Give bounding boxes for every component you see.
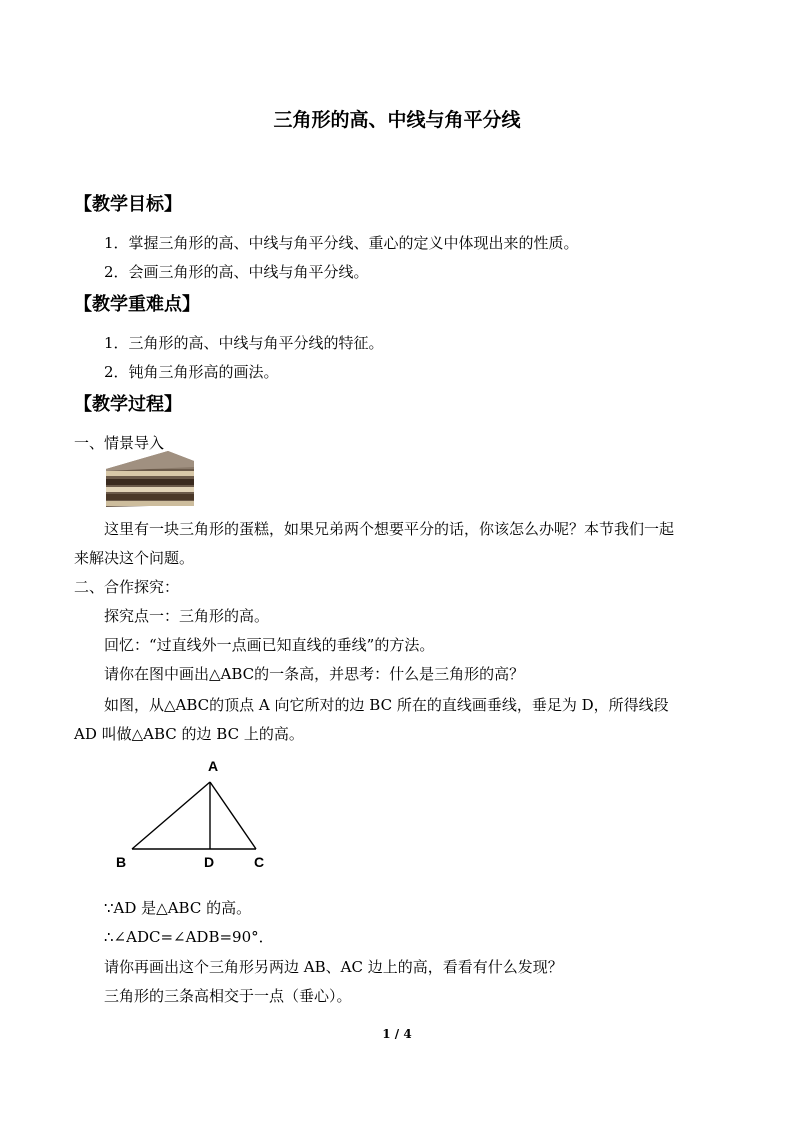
process-p5: ∵AD 是△ABC 的高。: [104, 899, 252, 917]
section-heading-goals: 【教学目标】: [74, 194, 182, 215]
process-p1: 探究点一：三角形的高。: [104, 607, 270, 625]
process-p4b: AD 叫做△ABC 的边 BC 上的高。: [74, 725, 304, 743]
key-point-item-2: 2．钝角三角形高的画法。: [104, 363, 279, 381]
process-part1-text-a: 这里有一块三角形的蛋糕，如果兄弟两个想要平分的话，你该怎么办呢？本节我们一起: [104, 520, 675, 538]
process-p3: 请你在图中画出△ABC的一条高，并思考：什么是三角形的高？: [104, 665, 525, 683]
vertex-label-b: B: [116, 854, 127, 870]
section-heading-key-points: 【教学重难点】: [74, 294, 200, 315]
goal-item-1: 1．掌握三角形的高、中线与角平分线、重心的定义中体现出来的性质。: [104, 234, 579, 252]
vertex-label-d: D: [204, 854, 215, 870]
page-number: 1 / 4: [382, 1027, 412, 1041]
process-p4a: 如图，从△ABC的顶点 A 向它所对的边 BC 所在的直线画垂线，垂足为 D，所得线段: [104, 696, 669, 714]
triangle-figure: [112, 753, 282, 873]
key-point-item-1: 1．三角形的高、中线与角平分线的特征。: [104, 334, 384, 352]
process-part2-title: 二、合作探究：: [74, 578, 180, 596]
process-p6: ∴∠ADC=∠ADB=90°．: [104, 928, 274, 946]
vertex-label-a: A: [208, 758, 219, 774]
goal-item-2: 2．会画三角形的高、中线与角平分线。: [104, 263, 369, 281]
process-part1-text-b: 来解决这个问题。: [74, 549, 195, 567]
cake-image: [104, 449, 196, 509]
side-ab: [132, 782, 210, 849]
section-heading-process: 【教学过程】: [74, 394, 182, 415]
process-p8: 三角形的三条高相交于一点（垂心）。: [104, 987, 352, 1005]
side-ac: [210, 782, 256, 849]
process-p7: 请你再画出这个三角形另两边 AB、AC 边上的高，看看有什么发现？: [104, 958, 563, 976]
process-part1-title: 一、情景导入: [74, 434, 165, 452]
process-p2: 回忆：“过直线外一点画已知直线的垂线”的方法。: [104, 636, 435, 654]
vertex-label-c: C: [254, 854, 265, 870]
page-title: 三角形的高、中线与角平分线: [273, 109, 521, 131]
